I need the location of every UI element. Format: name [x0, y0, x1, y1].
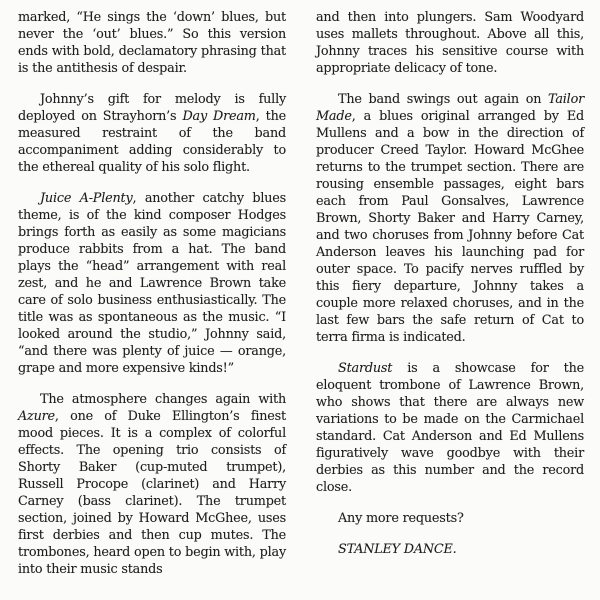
text-run: , another catchy blues theme, is of the kind composer Hodges brings forth as easily as some magicians produce rabbits from a hat. The band plays the “head” arrangement with real zest, and he and Lawrence Brown take care of solo business enthusiastically. The title was as spontaneous as the music. “I looked around the studio,” Johnny said, “and there was plenty of juice — orange, grape and more expensive kinds!” — [18, 191, 287, 376]
paragraph-any-more-requests — [316, 510, 584, 527]
text-run: The band swings out again on — [338, 92, 549, 107]
italic-text-run: Azure — [18, 409, 55, 424]
paragraph-stardust — [316, 360, 584, 496]
text-run: , the measured restraint of the band accompaniment adding considerably to the ethereal quality of his solo flight. — [18, 109, 286, 175]
text-column-right — [316, 9, 584, 600]
italic-text-run: Tailor Made — [316, 92, 584, 124]
paragraph-tailor-made — [316, 91, 584, 346]
text-run: Johnny’s gift for melody is fully deployed on Strayhorn’s — [18, 92, 286, 124]
signature — [316, 541, 584, 558]
text-run: and then into plungers. Sam Woodyard uses mallets throughout. Above all this, Johnny traces his sensitive course with appropriate delicacy of tone. — [316, 10, 584, 76]
italic-text-run: Stardust — [338, 361, 393, 376]
paragraph-azure — [18, 391, 286, 578]
text-run: , a blues original arranged by Ed Mullens and a bow in the direction of producer Creed Taylor. Howard McGhee returns to the trumpet section. There are rousing ensemble passages, eight bars each from Paul Gonsalves, Lawrence Brown, Shorty Baker and Harry Carney, and two choruses from Johnny before Cat Anderson leaves his launching pad for outer space. To pacify nerves ruffled by this fiery departure, Johnny takes a couple more relaxed choruses, and in the last few bars the safe return of Cat to terra firma is indicated. — [316, 109, 584, 345]
paragraph-azure-continued — [316, 9, 584, 77]
italic-text-run: Juice A-Plenty — [40, 191, 133, 206]
paragraph-juice-a-plenty — [18, 190, 286, 377]
text-run: is a showcase for the eloquent trombone of Lawrence Brown, who shows that there are always new variations to be made on the Carmichael standard. Cat Anderson and Ed Mullens figuratively wave goodbye with their derbies as this number and the record close. — [316, 361, 584, 495]
paragraph-despair — [18, 9, 286, 77]
italic-text-run: Day Dream — [182, 109, 256, 124]
text-run: The atmosphere changes again with — [40, 392, 286, 407]
text-run: , one of Duke Ellington’s finest mood pieces. It is a complex of colorful effects. The opening trio consists of Shorty Baker (cup-muted trumpet), Russell Procope (clarinet) and Harry Carney (bass clarinet). The trumpet section, joined by Howard McGhee, uses first derbies and then cup mutes. The trombones, heard open to begin with, play into their music stands — [18, 409, 286, 577]
text-run: marked, “He sings the ‘down’ blues, but never the ‘out’ blues.” So this version ends with bold, declamatory phrasing that is the antithesis of despair. — [18, 10, 286, 76]
paragraph-day-dream — [18, 91, 286, 176]
italic-text-run: STANLEY DANCE. — [338, 542, 457, 557]
text-run: Any more requests? — [338, 511, 464, 526]
text-column-left — [18, 9, 286, 600]
